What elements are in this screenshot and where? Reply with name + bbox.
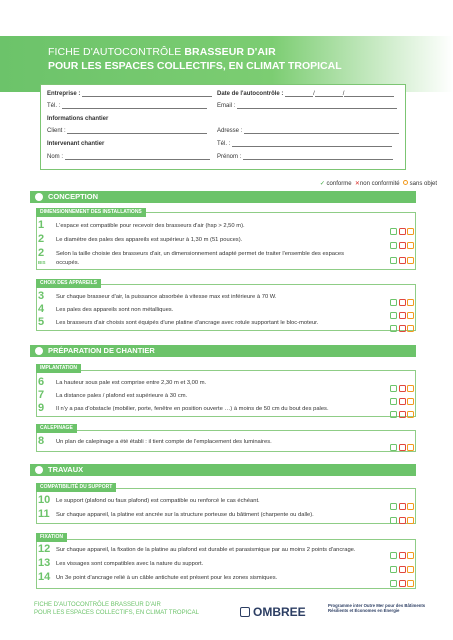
subsection-dimensionnement: DIMENSIONNEMENT DES INSTALLATIONS [36,208,146,217]
prenom-field[interactable] [243,154,393,160]
item-text: Les pales des appareils sont non métalliques. [56,307,174,313]
checkbox-conforme[interactable] [390,299,397,306]
adresse-label: Adresse : [217,128,243,134]
item-num: 3 [38,290,45,302]
checkbox-non-conforme[interactable] [399,517,406,524]
ombree-logo: OMBREE [240,605,306,619]
checkboxes [390,405,417,413]
checkbox-conforme[interactable] [390,517,397,524]
footer-title-line1: FICHE D'AUTOCONTRÔLE BRASSEUR D'AIR [34,602,161,608]
entreprise-field[interactable] [82,91,212,97]
checkbox-non-conforme[interactable] [399,299,406,306]
checkbox-conforme[interactable] [390,444,397,451]
item-num: 9 [38,402,45,414]
legend-non-conforme: non conformité [359,181,400,187]
checkboxes [390,306,417,314]
item-text: Le diamètre des pales des appareils est supérieur à 1,30 m (51 pouces). [56,237,243,243]
item-num: 5 [38,316,45,328]
cross-icon: ✕ [354,181,360,187]
item-text: Le support (plafond ou faux plafond) est compatible ou renforcé le cas échéant. [56,498,260,504]
checkbox-sans-objet[interactable] [407,566,414,573]
checkbox-sans-objet[interactable] [407,312,414,319]
item-text: Un plan de calepinage a été établi : il tient compte de l'emplacement des luminaires. [56,439,272,445]
email-label: Email : [217,103,236,109]
item-num: 1 [38,219,45,231]
checkbox-conforme[interactable] [390,385,397,392]
nom-label: Nom : [47,154,64,160]
checkbox-non-conforme[interactable] [399,312,406,319]
item-num: 6 [38,376,45,388]
page-title: FICHE D'AUTOCONTRÔLE BRASSEUR D'AIR [48,46,276,58]
checkbox-conforme[interactable] [390,257,397,264]
section-preparation: PRÉPARATION DE CHANTIER [30,345,416,357]
box-compatibilite [36,488,416,524]
adresse-field[interactable] [244,128,399,134]
building-icon [240,607,250,617]
item-text: Sur chaque brasseur d'air, la puissance absorbée à vitesse max est inférieure à 70 W. [56,294,277,300]
subsection-implantation: IMPLANTATION [36,364,81,373]
checkbox-non-conforme[interactable] [399,242,406,249]
checkbox-conforme[interactable] [390,242,397,249]
checkbox-sans-objet[interactable] [407,257,414,264]
item-num: 4 [38,303,45,315]
entreprise-label: Entreprise : [47,91,81,97]
item-text: Sur chaque appareil, la platine est ancrée sur la structure porteuse du bâtiment (charpente ou dalle). [56,512,314,518]
checkbox-conforme[interactable] [390,580,397,587]
preparation-icon [35,347,43,355]
item-text-cont: occupés. [56,260,80,266]
checkbox-sans-objet[interactable] [407,411,414,418]
date-label: Date de l'autocontrôle : [217,91,284,97]
checkbox-non-conforme[interactable] [399,580,406,587]
circle-icon [403,180,408,185]
legend [320,180,437,187]
item-num: 14 [38,571,51,583]
checkbox-non-conforme[interactable] [399,257,406,264]
item-num: 12 [38,543,51,555]
tel-field[interactable] [62,103,207,109]
prenom-label: Prénom : [217,154,242,160]
tel2-field[interactable] [232,141,392,147]
footer-program-line2: Résilients et Économes en Énergie [328,608,400,614]
checkbox-sans-objet[interactable] [407,299,414,306]
info-box: Entreprise : Date de l'autocontrôle : / / Tél. : Email : Informations chantier Client : Adresse : Intervenant chantier Tél. : Nom : Prénom : [40,84,406,170]
item-num: 11 [38,508,50,520]
checkboxes [390,497,417,505]
client-field[interactable] [67,128,207,134]
date-month-field[interactable] [315,91,343,97]
checkbox-conforme[interactable] [390,398,397,405]
chantier-heading: Informations chantier [47,116,109,122]
checkbox-sans-objet[interactable] [407,552,414,559]
item-text: La distance pales / plafond est supérieure à 30 cm. [56,393,188,399]
item-text: Les brasseurs d'air choisis sont équipés d'une platine d'ancrage avec rotule supportant le bloc-moteur. [56,320,319,326]
checkboxes [390,574,417,582]
checkbox-non-conforme[interactable] [399,385,406,392]
date-year-field[interactable] [344,91,394,97]
checkboxes [390,379,417,387]
subsection-fixation: FIXATION [36,533,67,542]
item-text: Sur chaque appareil, la fixation de la platine au plafond est durable et parasismique par au moins 2 points d'ancrage. [56,547,356,553]
checkboxes [390,546,417,554]
checkbox-conforme[interactable] [390,411,397,418]
checkbox-sans-objet[interactable] [407,580,414,587]
checkboxes [390,438,417,446]
checkbox-non-conforme[interactable] [399,228,406,235]
footer-title-line2: POUR LES ESPACES COLLECTIFS, EN CLIMAT TROPICAL [34,610,199,616]
tel-label: Tél. : [47,103,61,109]
checkbox-sans-objet[interactable] [407,325,414,332]
footer-program [328,603,425,613]
footer-program-line1: Programme inter Outre Mer pour des Bâtiments [328,603,426,608]
checkbox-conforme[interactable] [390,228,397,235]
checkbox-non-conforme[interactable] [399,444,406,451]
checkboxes [390,222,417,230]
checkbox-sans-objet[interactable] [407,517,414,524]
checkbox-non-conforme[interactable] [399,325,406,332]
legend-conforme: conforme [326,181,352,187]
checkbox-non-conforme[interactable] [399,411,406,418]
email-field[interactable] [237,103,397,109]
checkbox-sans-objet[interactable] [407,228,414,235]
checkboxes [390,511,417,519]
footer-title [34,601,199,617]
checkboxes [390,319,417,327]
checkboxes [390,392,417,400]
item-num: 7 [38,389,45,401]
checkbox-conforme[interactable] [390,325,397,332]
checkbox-non-conforme[interactable] [399,398,406,405]
client-label: Client : [47,128,66,134]
checkbox-conforme[interactable] [390,552,397,559]
checkboxes [390,293,417,301]
item-bis: BIS [38,260,46,265]
item-text: Les vissages sont compatibles avec la nature du support. [56,561,204,567]
checkbox-conforme[interactable] [390,566,397,573]
item-num: 2 [38,247,45,259]
tel2-label: Tél. : [217,141,231,147]
check-icon: ✓ [319,181,325,187]
checkbox-sans-objet[interactable] [407,444,414,451]
checkbox-non-conforme[interactable] [399,552,406,559]
checkbox-non-conforme[interactable] [399,566,406,573]
item-num: 8 [38,435,45,447]
item-text: Il n'y a pas d'obstacle (mobilier, porte, fenêtre en position ouverte …) à moins de 50 cm du bout des pales. [56,406,329,412]
item-text: Un 3e point d'ancrage relié à un câble antichute est présent pour les zones sismiques. [56,575,278,581]
checkboxes [390,251,417,259]
section-conception: CONCEPTION [30,191,416,203]
legend-sans-objet: sans objet [409,181,437,187]
checkbox-sans-objet[interactable] [407,242,414,249]
intervenant-heading: Intervenant chantier [47,141,105,147]
subsection-compatibilite: COMPATIBILITÉ DU SUPPORT [36,483,116,492]
subsection-calepinage: CALEPINAGE [36,424,77,433]
item-text: Selon la taille choisie des brasseurs d'air, un dimensionnement adapté permet de traiter l'ensemble des espaces [56,251,345,257]
item-num: 2 [38,233,45,245]
checkboxes [390,236,417,244]
item-text: La hauteur sous pale est comprise entre 2,30 m et 3,00 m. [56,380,207,386]
page-subtitle: POUR LES ESPACES COLLECTIFS, EN CLIMAT TROPICAL [48,60,342,72]
conception-icon [35,193,43,201]
nom-field[interactable] [65,154,210,160]
item-num: 13 [38,557,51,569]
checkbox-sans-objet[interactable] [407,398,414,405]
checkbox-conforme[interactable] [390,312,397,319]
section-travaux: TRAVAUX [30,464,416,476]
checkbox-non-conforme[interactable] [399,503,406,510]
checkbox-sans-objet[interactable] [407,503,414,510]
checkbox-conforme[interactable] [390,503,397,510]
travaux-icon [35,466,43,474]
checkbox-sans-objet[interactable] [407,385,414,392]
item-text: L'espace est compatible pour recevoir des brasseurs d'air (hsp > 2,50 m). [56,223,245,229]
date-day-field[interactable] [285,91,313,97]
subsection-choix: CHOIX DES APPAREILS [36,279,101,288]
checkboxes [390,560,417,568]
item-num: 10 [38,494,51,506]
